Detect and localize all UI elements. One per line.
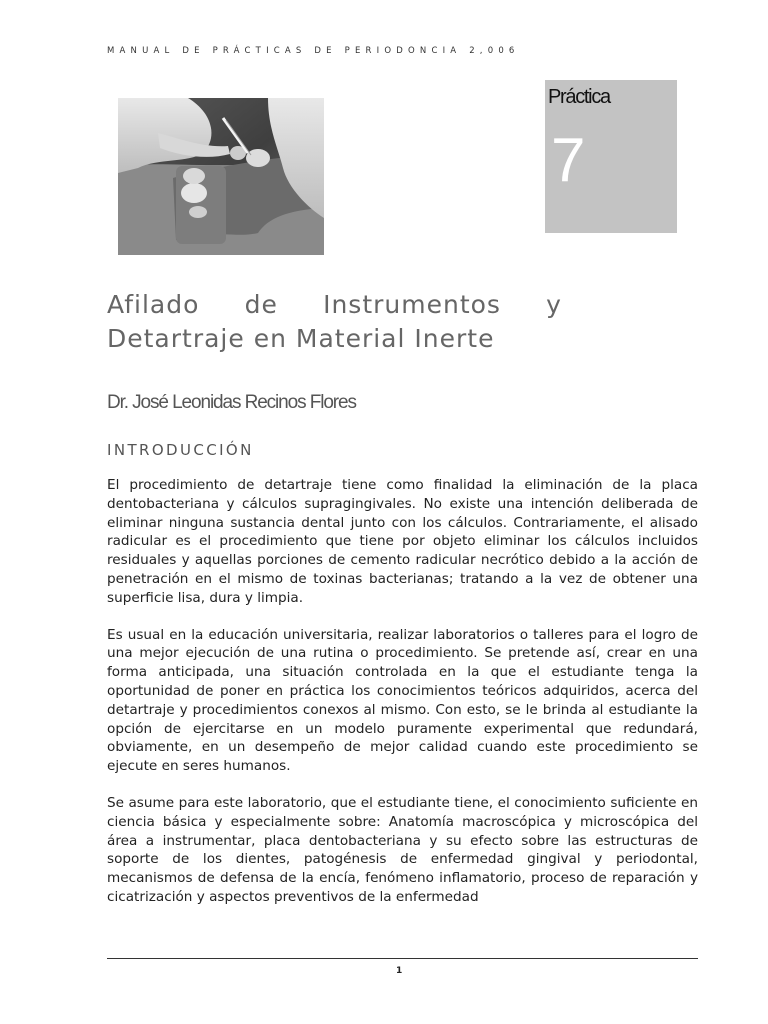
page-number: 1	[396, 966, 403, 976]
page-title	[107, 288, 562, 356]
title-word: Afilado	[107, 290, 200, 319]
paragraph: Es usual en la educación universitaria, realizar laboratorios o talleres para el logro de una mejor ejecución de una rutina o procedimiento. Se pretende así, crear en una forma anticipada, una situación controlada en la que el estudiante tenga la oportunidad de poner en práctica los conocimientos teóricos adquiridos, acerca del detartraje y procedimientos conexos al mismo. Con esto, se le brinda al estudiante la opción de ejercitarse en un modelo puramente experimental que redundará, obviamente, en un desempeño de mejor calidad cuando este procedimiento se ejecute en seres humanos.	[107, 626, 698, 775]
practice-number: 7	[551, 126, 586, 195]
paragraph: El procedimiento de detartraje tiene como finalidad la eliminación de la placa dentobacteriana y cálculos supragingivales. No existe una intención deliberada de eliminar ninguna sustancia dental junto con los cálculos. Contrariamente, el alisado radicular es el procedimiento que tiene por objeto eliminar los cálculos incluidos residuales y aquellas porciones de cemento radicular necrótico debido a la acción de penetración en el mismo de toxinas bacterianas; tratando a la vez de obtener una superficie lisa, dura y limpia.	[107, 477, 698, 606]
title-word: Instrumentos	[323, 290, 501, 319]
author-name: Dr. José Leonidas Recinos Flores	[107, 392, 356, 413]
section-heading: INTRODUCCIÓN	[107, 441, 254, 459]
dental-model-photo	[118, 98, 324, 255]
title-line-1	[107, 288, 562, 322]
title-line-2: Detartraje en Material Inerte	[107, 324, 495, 353]
paragraph: Se asume para este laboratorio, que el estudiante tiene, el conocimiento suficiente en ciencia básica y especialmente sobre: Anatomía macroscópica y microscópica del área a instrumentar, placa dentobacteriana y su efecto sobre las estructuras de soporte de los dientes, patogénesis de enfermedad gingival y periodontal, mecanismos de defensa de la encía, fenómeno inflamatorio, proceso de reparación y cicatrización y aspectos preventivos de la enfermedad	[107, 794, 698, 905]
practice-box	[545, 80, 677, 233]
title-word: de	[244, 290, 278, 319]
title-word: y	[546, 290, 562, 319]
body-text	[107, 476, 698, 925]
practice-label: Práctica	[548, 86, 610, 108]
footer-divider	[107, 958, 698, 959]
running-header: MANUAL DE PRÁCTICAS DE PERIODONCIA 2,006	[107, 46, 520, 56]
